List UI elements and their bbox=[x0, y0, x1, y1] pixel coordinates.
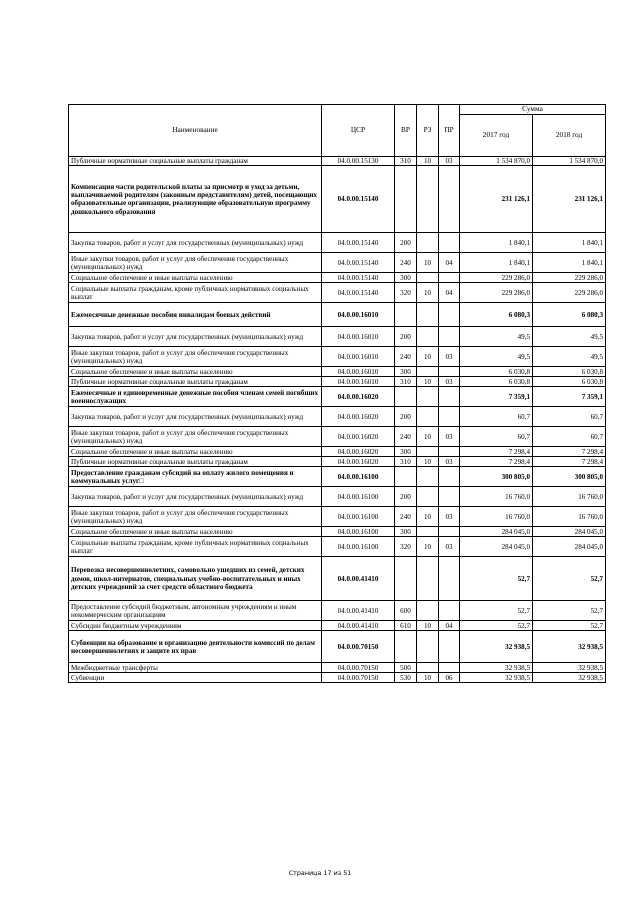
row-value-2018: 49,5 bbox=[533, 347, 606, 367]
row-value-2017: 231 126,1 bbox=[460, 166, 533, 233]
row-name: Предоставление субсидий бюджетным, автономным учреждениям и иным некоммерческим организациям bbox=[69, 601, 322, 621]
row-value-2018: 1 840,1 bbox=[533, 253, 606, 273]
row-value-2018: 6 030,8 bbox=[533, 377, 606, 387]
row-rz bbox=[417, 327, 439, 347]
row-vr: 240 bbox=[395, 507, 417, 527]
row-name: Компенсация части родительской платы за присмотр и уход за детьми, выплачиваемой родителям (законным представителям) детей, посещающих образовательные организации, реализующие образовательную программу дошкольного образования bbox=[69, 166, 322, 233]
row-value-2017: 49,5 bbox=[460, 327, 533, 347]
table-body bbox=[69, 157, 606, 683]
row-value-2018: 7 359,1 bbox=[533, 387, 606, 407]
row-rz: 10 bbox=[417, 347, 439, 367]
row-vr: 610 bbox=[395, 621, 417, 631]
row-csr: 04.0.00.16010 bbox=[322, 303, 395, 327]
row-name: Субсидии бюджетным учреждениям bbox=[69, 621, 322, 631]
row-value-2017: 229 286,0 bbox=[460, 283, 533, 303]
row-rz: 10 bbox=[417, 537, 439, 557]
row-pr: 03 bbox=[439, 377, 460, 387]
table-row bbox=[69, 253, 606, 273]
row-vr: 240 bbox=[395, 253, 417, 273]
row-value-2018: 6 080,3 bbox=[533, 303, 606, 327]
row-name: Публичные нормативные социальные выплаты гражданам bbox=[69, 157, 322, 166]
table-row bbox=[69, 407, 606, 427]
row-pr: 03 bbox=[439, 427, 460, 447]
row-value-2018: 229 286,0 bbox=[533, 273, 606, 283]
row-pr bbox=[439, 303, 460, 327]
header-year-2018: 2018 год bbox=[533, 115, 606, 157]
row-rz: 10 bbox=[417, 673, 439, 683]
row-value-2018: 16 760,0 bbox=[533, 507, 606, 527]
row-name: Иные закупки товаров, работ и услуг для обеспечения государственных (муниципальных) нужд bbox=[69, 253, 322, 273]
row-name: Социальные выплаты гражданам, кроме публичных нормативных социальных выплат bbox=[69, 283, 322, 303]
row-vr bbox=[395, 387, 417, 407]
row-value-2017: 16 760,0 bbox=[460, 487, 533, 507]
table-row bbox=[69, 557, 606, 601]
row-name: Предоставление гражданам субсидий на оплату жилого помещения и коммунальных услуг□ bbox=[69, 467, 322, 487]
row-vr: 320 bbox=[395, 283, 417, 303]
row-pr bbox=[439, 467, 460, 487]
row-csr: 04.0.00.16020 bbox=[322, 407, 395, 427]
row-name: Закупка товаров, работ и услуг для государственных (муниципальных) нужд bbox=[69, 233, 322, 253]
row-value-2017: 6 080,3 bbox=[460, 303, 533, 327]
row-value-2017: 52,7 bbox=[460, 621, 533, 631]
row-value-2018: 60,7 bbox=[533, 407, 606, 427]
row-csr: 04.0.00.16010 bbox=[322, 327, 395, 347]
row-vr: 200 bbox=[395, 407, 417, 427]
row-value-2018: 16 760,0 bbox=[533, 487, 606, 507]
table-row bbox=[69, 233, 606, 253]
table-row bbox=[69, 347, 606, 367]
header-sum: Сумма bbox=[460, 105, 606, 115]
row-pr bbox=[439, 387, 460, 407]
row-rz bbox=[417, 273, 439, 283]
row-value-2018: 231 126,1 bbox=[533, 166, 606, 233]
row-csr: 04.0.00.16010 bbox=[322, 367, 395, 377]
row-pr: 04 bbox=[439, 253, 460, 273]
table-row bbox=[69, 537, 606, 557]
row-pr bbox=[439, 557, 460, 601]
table-row bbox=[69, 467, 606, 487]
row-vr: 600 bbox=[395, 601, 417, 621]
row-csr: 04.0.00.16100 bbox=[322, 527, 395, 537]
row-csr: 04.0.00.15140 bbox=[322, 166, 395, 233]
row-rz: 10 bbox=[417, 283, 439, 303]
row-value-2017: 1 534 870,0 bbox=[460, 157, 533, 166]
row-csr: 04.0.00.70150 bbox=[322, 673, 395, 683]
row-csr: 04.0.00.16100 bbox=[322, 487, 395, 507]
row-value-2017: 7 359,1 bbox=[460, 387, 533, 407]
row-rz: 10 bbox=[417, 457, 439, 467]
row-name: Ежемесячные денежные пособия инвалидам боевых действий bbox=[69, 303, 322, 327]
table-row bbox=[69, 157, 606, 166]
row-value-2018: 49,5 bbox=[533, 327, 606, 347]
row-value-2017: 1 840,1 bbox=[460, 233, 533, 253]
row-csr: 04.0.00.16100 bbox=[322, 507, 395, 527]
row-value-2018: 6 030,8 bbox=[533, 367, 606, 377]
row-value-2017: 16 760,0 bbox=[460, 507, 533, 527]
row-rz bbox=[417, 527, 439, 537]
row-rz bbox=[417, 166, 439, 233]
header-rz: РЗ bbox=[417, 105, 439, 157]
row-pr bbox=[439, 631, 460, 663]
row-rz: 10 bbox=[417, 377, 439, 387]
row-csr: 04.0.00.16010 bbox=[322, 347, 395, 367]
row-rz: 10 bbox=[417, 621, 439, 631]
row-value-2018: 32 938,5 bbox=[533, 663, 606, 673]
row-pr bbox=[439, 601, 460, 621]
table-row bbox=[69, 457, 606, 467]
row-rz bbox=[417, 233, 439, 253]
row-vr: 500 bbox=[395, 663, 417, 673]
row-value-2017: 32 938,5 bbox=[460, 631, 533, 663]
table-row bbox=[69, 507, 606, 527]
row-name: Субвенции на образование и организацию деятельности комиссий по делам несовершеннолетних и защите их прав bbox=[69, 631, 322, 663]
row-csr: 04.0.00.16020 bbox=[322, 387, 395, 407]
row-csr: 04.0.00.70150 bbox=[322, 663, 395, 673]
row-value-2017: 300 805,0 bbox=[460, 467, 533, 487]
row-rz bbox=[417, 487, 439, 507]
row-vr: 300 bbox=[395, 367, 417, 377]
row-pr: 03 bbox=[439, 507, 460, 527]
row-csr: 04.0.00.41410 bbox=[322, 601, 395, 621]
row-name: Иные закупки товаров, работ и услуг для обеспечения государственных (муниципальных) нужд bbox=[69, 347, 322, 367]
row-value-2018: 1 840,1 bbox=[533, 233, 606, 253]
row-value-2017: 229 286,0 bbox=[460, 273, 533, 283]
table-row bbox=[69, 663, 606, 673]
row-pr bbox=[439, 367, 460, 377]
row-pr bbox=[439, 487, 460, 507]
row-csr: 04.0.00.15140 bbox=[322, 283, 395, 303]
row-csr: 04.0.00.16100 bbox=[322, 467, 395, 487]
row-value-2018: 52,7 bbox=[533, 601, 606, 621]
row-csr: 04.0.00.15140 bbox=[322, 273, 395, 283]
row-value-2018: 52,7 bbox=[533, 557, 606, 601]
table-row bbox=[69, 377, 606, 387]
row-value-2017: 52,7 bbox=[460, 601, 533, 621]
row-pr: 03 bbox=[439, 347, 460, 367]
row-pr bbox=[439, 527, 460, 537]
table-row bbox=[69, 387, 606, 407]
row-value-2017: 6 030,8 bbox=[460, 377, 533, 387]
header-year-2017: 2017 год bbox=[460, 115, 533, 157]
row-csr: 04.0.00.15140 bbox=[322, 253, 395, 273]
row-value-2017: 49,5 bbox=[460, 347, 533, 367]
row-value-2018: 300 805,0 bbox=[533, 467, 606, 487]
table-row bbox=[69, 621, 606, 631]
table-row bbox=[69, 283, 606, 303]
row-rz bbox=[417, 631, 439, 663]
row-csr: 04.0.00.41410 bbox=[322, 557, 395, 601]
row-csr: 04.0.00.70150 bbox=[322, 631, 395, 663]
table-row bbox=[69, 631, 606, 663]
table-row bbox=[69, 447, 606, 457]
row-name: Закупка товаров, работ и услуг для государственных (муниципальных) нужд bbox=[69, 407, 322, 427]
row-vr: 310 bbox=[395, 157, 417, 166]
header-pr: ПР bbox=[439, 105, 460, 157]
row-csr: 04.0.00.16020 bbox=[322, 447, 395, 457]
row-csr: 04.0.00.15140 bbox=[322, 233, 395, 253]
row-rz: 10 bbox=[417, 427, 439, 447]
row-vr: 530 bbox=[395, 673, 417, 683]
row-name: Закупка товаров, работ и услуг для государственных (муниципальных) нужд bbox=[69, 327, 322, 347]
row-value-2017: 7 298,4 bbox=[460, 457, 533, 467]
row-vr: 200 bbox=[395, 327, 417, 347]
row-csr: 04.0.00.15130 bbox=[322, 157, 395, 166]
row-pr bbox=[439, 273, 460, 283]
row-name: Закупка товаров, работ и услуг для государственных (муниципальных) нужд bbox=[69, 487, 322, 507]
row-csr: 04.0.00.16100 bbox=[322, 537, 395, 557]
row-pr: 04 bbox=[439, 283, 460, 303]
row-rz bbox=[417, 387, 439, 407]
row-pr: 04 bbox=[439, 621, 460, 631]
table-header bbox=[69, 105, 606, 157]
table-row bbox=[69, 367, 606, 377]
row-value-2018: 32 938,5 bbox=[533, 673, 606, 683]
row-name: Перевозка несовершеннолетних, самовольно ушедших из семей, детских домов, школ-интернатов, специальных учебно-воспитательных и иных детских учреждений за счет средств областного бюджета bbox=[69, 557, 322, 601]
row-vr bbox=[395, 303, 417, 327]
row-vr bbox=[395, 166, 417, 233]
row-rz bbox=[417, 303, 439, 327]
row-rz bbox=[417, 407, 439, 427]
row-value-2018: 284 045,0 bbox=[533, 537, 606, 557]
row-value-2017: 32 938,5 bbox=[460, 663, 533, 673]
table-row bbox=[69, 273, 606, 283]
row-pr: 03 bbox=[439, 537, 460, 557]
budget-table-container bbox=[68, 104, 605, 683]
row-name: Социальные выплаты гражданам, кроме публичных нормативных социальных выплат bbox=[69, 537, 322, 557]
row-name: Ежемесячные и единовременные денежные пособия членам семей погибших военнослужащих bbox=[69, 387, 322, 407]
row-value-2018: 284 045,0 bbox=[533, 527, 606, 537]
row-value-2017: 52,7 bbox=[460, 557, 533, 601]
row-name: Иные закупки товаров, работ и услуг для обеспечения государственных (муниципальных) нужд bbox=[69, 427, 322, 447]
row-name: Иные закупки товаров, работ и услуг для обеспечения государственных (муниципальных) нужд bbox=[69, 507, 322, 527]
header-name: Наименование bbox=[69, 105, 322, 157]
row-name: Межбюджетные трансферты bbox=[69, 663, 322, 673]
row-value-2017: 6 030,8 bbox=[460, 367, 533, 377]
row-value-2018: 1 534 870,0 bbox=[533, 157, 606, 166]
row-pr: 06 bbox=[439, 673, 460, 683]
page-footer: Страница 17 из 51 bbox=[288, 869, 352, 877]
row-value-2017: 284 045,0 bbox=[460, 527, 533, 537]
row-pr: 03 bbox=[439, 457, 460, 467]
row-pr bbox=[439, 327, 460, 347]
row-pr bbox=[439, 166, 460, 233]
row-vr bbox=[395, 467, 417, 487]
row-value-2017: 1 840,1 bbox=[460, 253, 533, 273]
row-value-2018: 7 298,4 bbox=[533, 457, 606, 467]
row-value-2018: 229 286,0 bbox=[533, 283, 606, 303]
row-value-2017: 60,7 bbox=[460, 427, 533, 447]
row-rz bbox=[417, 557, 439, 601]
row-vr: 310 bbox=[395, 377, 417, 387]
row-rz bbox=[417, 447, 439, 457]
row-name: Субвенции bbox=[69, 673, 322, 683]
row-name: Социальное обеспечение и иные выплаты населению bbox=[69, 527, 322, 537]
row-csr: 04.0.00.16020 bbox=[322, 457, 395, 467]
row-rz: 10 bbox=[417, 157, 439, 166]
row-csr: 04.0.00.41410 bbox=[322, 621, 395, 631]
row-name: Социальное обеспечение и иные выплаты населению bbox=[69, 447, 322, 457]
table-row bbox=[69, 327, 606, 347]
row-name: Социальное обеспечение и иные выплаты населению bbox=[69, 367, 322, 377]
table-row bbox=[69, 601, 606, 621]
row-value-2018: 32 938,5 bbox=[533, 631, 606, 663]
row-vr bbox=[395, 557, 417, 601]
row-name: Публичные нормативные социальные выплаты гражданам bbox=[69, 377, 322, 387]
row-pr: 03 bbox=[439, 157, 460, 166]
row-vr: 320 bbox=[395, 537, 417, 557]
row-name: Социальное обеспечение и иные выплаты населению bbox=[69, 273, 322, 283]
row-rz bbox=[417, 663, 439, 673]
row-rz bbox=[417, 467, 439, 487]
row-rz: 10 bbox=[417, 253, 439, 273]
row-value-2017: 60,7 bbox=[460, 407, 533, 427]
row-rz: 10 bbox=[417, 507, 439, 527]
row-rz bbox=[417, 601, 439, 621]
header-vr: ВР bbox=[395, 105, 417, 157]
row-name: Публичные нормативные социальные выплаты гражданам bbox=[69, 457, 322, 467]
row-pr bbox=[439, 407, 460, 427]
row-vr: 240 bbox=[395, 427, 417, 447]
row-rz bbox=[417, 367, 439, 377]
row-value-2017: 32 938,5 bbox=[460, 673, 533, 683]
header-csr: ЦСР bbox=[322, 105, 395, 157]
table-row bbox=[69, 487, 606, 507]
row-vr: 300 bbox=[395, 447, 417, 457]
row-vr bbox=[395, 631, 417, 663]
row-value-2018: 7 298,4 bbox=[533, 447, 606, 457]
row-pr bbox=[439, 233, 460, 253]
table-row bbox=[69, 303, 606, 327]
row-value-2018: 60,7 bbox=[533, 427, 606, 447]
row-vr: 300 bbox=[395, 273, 417, 283]
row-value-2017: 7 298,4 bbox=[460, 447, 533, 457]
row-value-2018: 52,7 bbox=[533, 621, 606, 631]
row-vr: 200 bbox=[395, 233, 417, 253]
row-vr: 200 bbox=[395, 487, 417, 507]
row-vr: 310 bbox=[395, 457, 417, 467]
table-row bbox=[69, 527, 606, 537]
row-csr: 04.0.00.16010 bbox=[322, 377, 395, 387]
row-csr: 04.0.00.16020 bbox=[322, 427, 395, 447]
table-row bbox=[69, 673, 606, 683]
row-vr: 240 bbox=[395, 347, 417, 367]
table-row bbox=[69, 427, 606, 447]
row-value-2017: 284 045,0 bbox=[460, 537, 533, 557]
table-row bbox=[69, 166, 606, 233]
row-pr bbox=[439, 447, 460, 457]
row-vr: 300 bbox=[395, 527, 417, 537]
budget-table bbox=[68, 104, 606, 683]
row-pr bbox=[439, 663, 460, 673]
